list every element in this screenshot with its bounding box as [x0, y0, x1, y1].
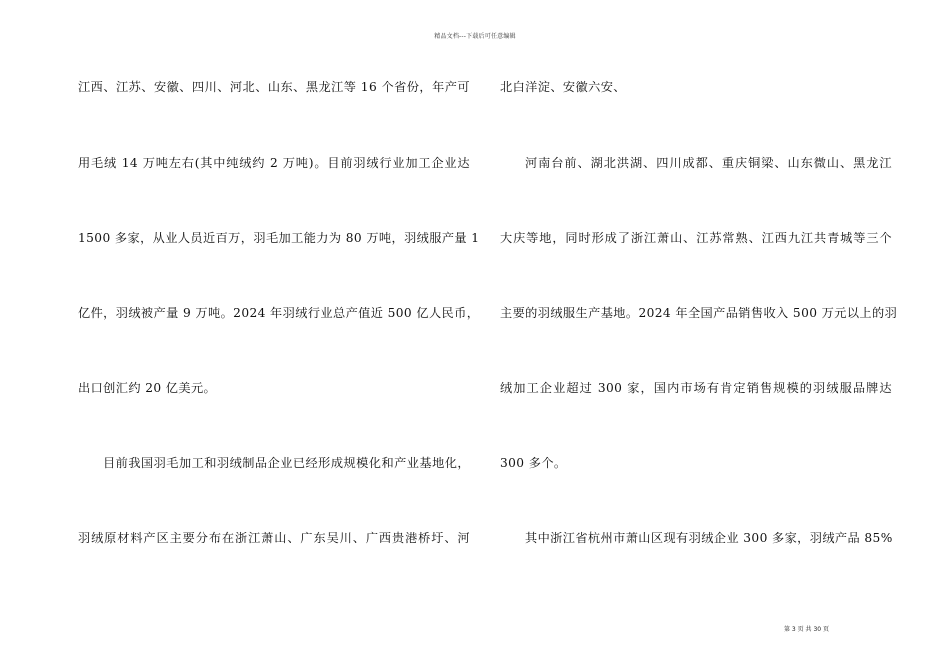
text-line: 300 多个。 — [500, 456, 567, 470]
text-line: 羽绒原材料产区主要分布在浙江萧山、广东吴川、广西贵港桥圩、河 — [78, 531, 470, 545]
page-number: 第 3 页 共 30 页 — [784, 626, 829, 633]
text-line: 目前我国羽毛加工和羽绒制品企业已经形成规模化和产业基地化， — [103, 456, 470, 470]
text-line: 出口创汇约 20 亿美元。 — [78, 381, 217, 395]
text-line: 河南台前、湖北洪湖、四川成都、重庆铜梁、山东微山、黑龙江 — [525, 156, 892, 170]
text-line: 亿件，羽绒被产量 9 万吨。2024 年羽绒行业总产值近 500 亿人民币， — [78, 306, 480, 320]
page-header: 精品文档---下载后可任意编辑 — [434, 33, 516, 40]
text-line: 大庆等地，同时形成了浙江萧山、江苏常熟、江西九江共青城等三个 — [500, 231, 892, 245]
text-line: 北白洋淀、安徽六安、 — [500, 80, 626, 94]
text-line: 江西、江苏、安徽、四川、河北、山东、黑龙江等 16 个省份，年产可 — [78, 80, 470, 94]
text-line: 1500 多家，从业人员近百万，羽毛加工能力为 80 万吨，羽绒服产量 1 — [78, 231, 480, 245]
text-line: 绒加工企业超过 300 家，国内市场有肯定销售规模的羽绒服品牌达 — [500, 381, 892, 395]
text-line: 其中浙江省杭州市萧山区现有羽绒企业 300 多家，羽绒产品 85% — [525, 531, 893, 545]
text-line: 用毛绒 14 万吨左右(其中纯绒约 2 万吨)。目前羽绒行业加工企业达 — [78, 156, 470, 170]
text-line: 主要的羽绒服生产基地。2024 年全国产品销售收入 500 万元以上的羽 — [500, 306, 898, 320]
